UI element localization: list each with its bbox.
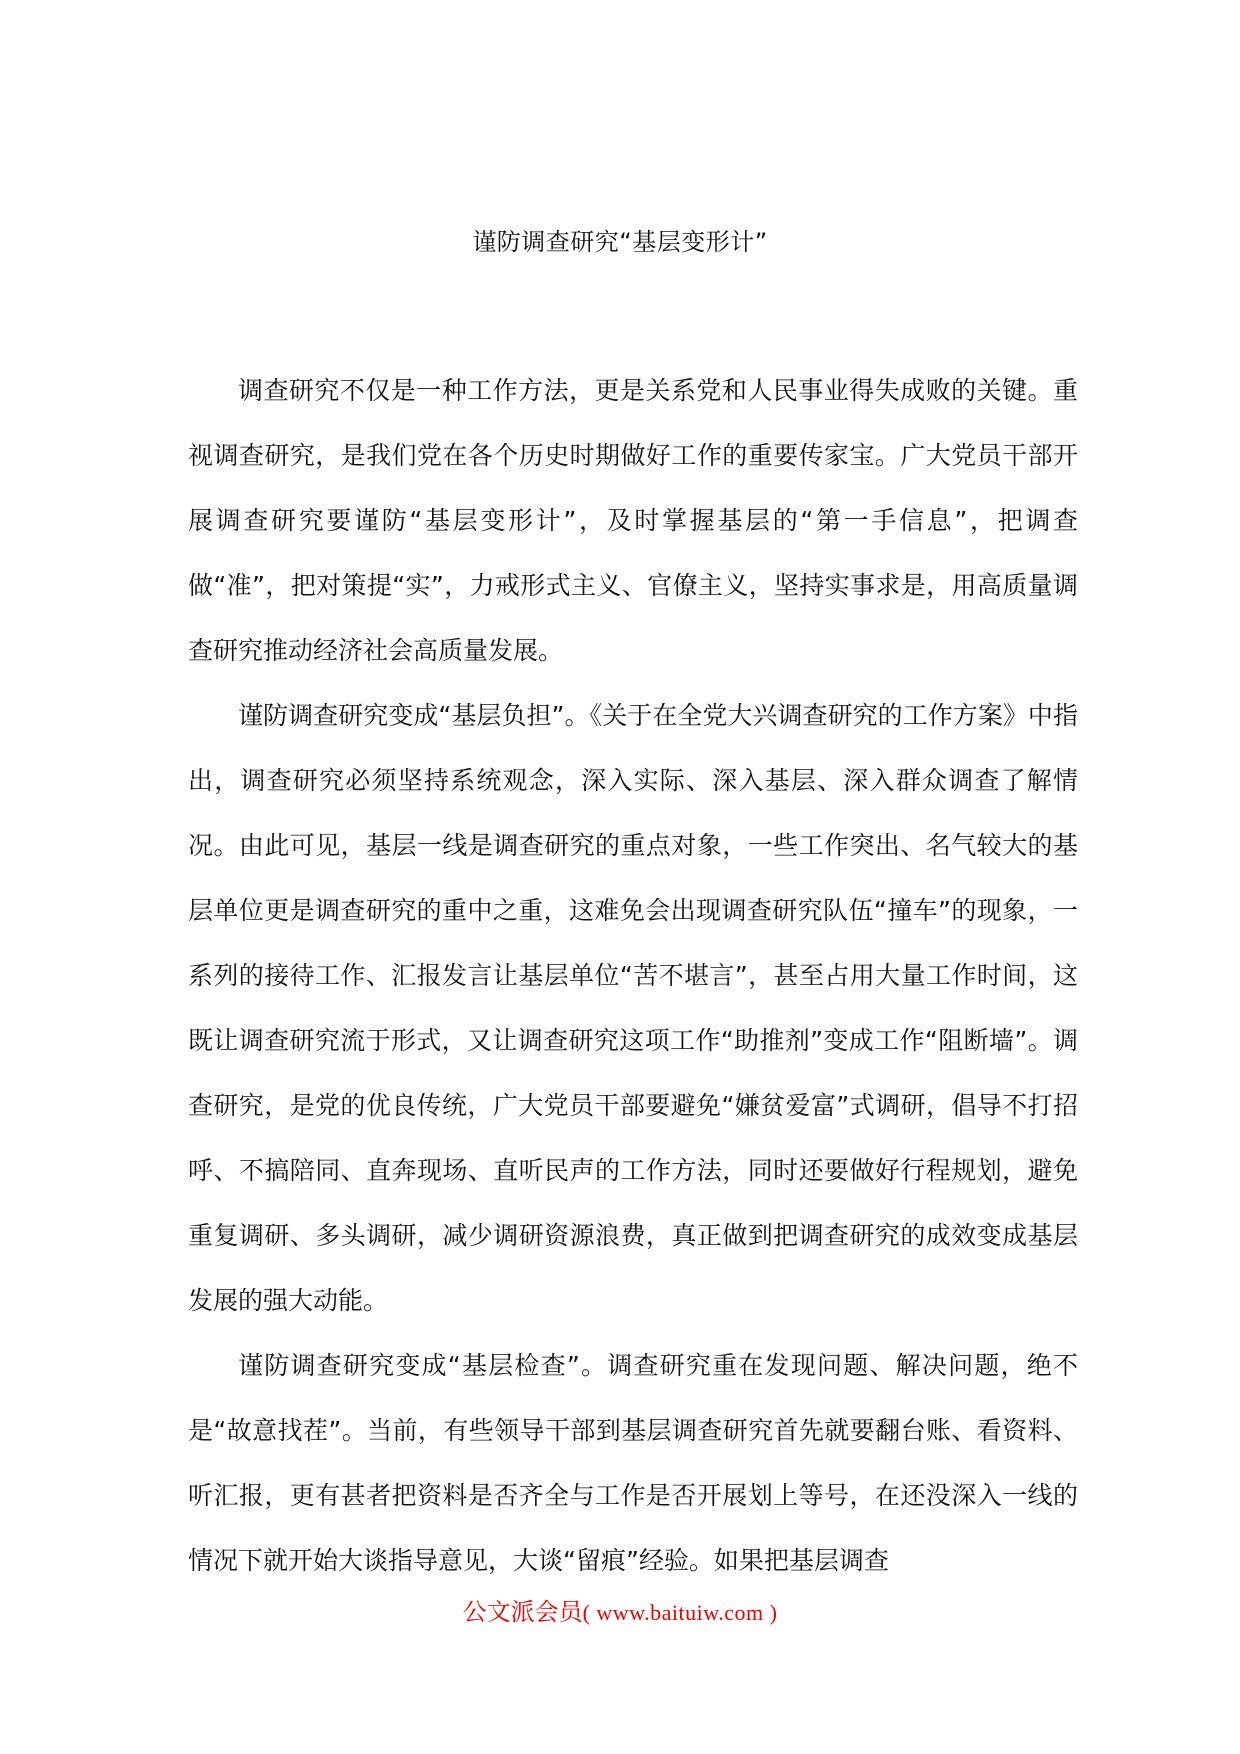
footer-url[interactable]: ( www.baituiw.com ) — [582, 1600, 778, 1625]
footer-watermark-link[interactable] — [0, 1595, 1240, 1630]
paragraph: 谨防调查研究变成“基层负担”。《关于在全党大兴调查研究的工作方案》中指出，调查研究必须坚持系统观念，深入实际、深入基层、深入群众调查了解情况。由此可见，基层一线是调查研究的重点对象，一些工作突出、名气较大的基层单位更是调查研究的重中之重，这难免会出现调查研究队伍“撞车”的现象，一系列的接待工作、汇报发言让基层单位“苦不堪言”，甚至占用大量工作时间，这既让调查研究流于形式，又让调查研究这项工作“助推剂”变成工作“阻断墙”。调查研究，是党的优良传统，广大党员干部要避免“嫌贫爱富”式调研，倡导不打招呼、不搞陪同、直奔现场、直听民声的工作方法，同时还要做好行程规划，避免重复调研、多头调研，减少调研资源浪费，真正做到把调查研究的成效变成基层发展的强大动能。 — [188, 701, 1078, 1315]
document-title: 谨防调查研究“基层变形计” — [472, 228, 768, 256]
paragraph: 调查研究不仅是一种工作方法，更是关系党和人民事业得失成败的关键。重视调查研究，是我们党在各个历史时期做好工作的重要传家宝。广大党员干部开展调查研究要谨防“基层变形计”，及时掌握基层的“第一手信息”，把调查做“准”，把对策提“实”，力戒形式主义、官僚主义，坚持实事求是，用高质量调查研究推动经济社会高质量发展。 — [188, 376, 1078, 665]
footer-brand: 公文派会员 — [462, 1598, 583, 1626]
paragraph: 谨防调查研究变成“基层检查”。调查研究重在发现问题、解决问题，绝不是“故意找茬”。当前，有些领导干部到基层调查研究首先就要翻台账、看资料、听汇报，更有甚者把资料是否齐全与工作是否开展划上等号，在还没深入一线的情况下就开始大谈指导意见，大谈“留痕”经验。如果把基层调查 — [188, 1351, 1078, 1575]
document-body — [188, 358, 1078, 1593]
